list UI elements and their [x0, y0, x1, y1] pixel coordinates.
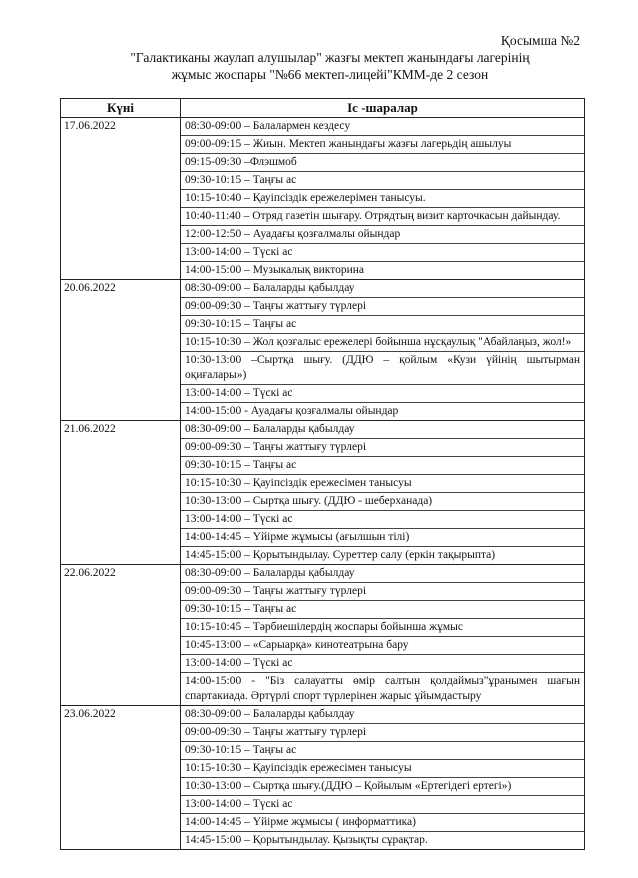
table-row	[61, 421, 585, 565]
activity-item: 14:00-14:45 – Үйірме жұмысы ( информаттика)	[181, 814, 584, 832]
table-row	[61, 118, 585, 280]
activity-item: 09:00-09:30 – Таңғы жаттығу түрлері	[181, 298, 584, 316]
activity-item: 09:30-10:15 – Таңғы ас	[181, 457, 584, 475]
schedule-table	[60, 98, 585, 850]
activity-item: 09:00-09:30 – Таңғы жаттығу түрлері	[181, 583, 584, 601]
activity-item: 08:30-09:00 – Балаларды қабылдау	[181, 280, 584, 298]
column-header-day: Күні	[61, 99, 181, 118]
appendix-label: Қосымша №2	[500, 33, 580, 48]
day-activities	[181, 565, 585, 706]
activity-item: 08:30-09:00 – Балаларды қабылдау	[181, 706, 584, 724]
activity-item: 13:00-14:00 – Түскі ас	[181, 655, 584, 673]
activity-item: 13:00-14:00 – Түскі ас	[181, 796, 584, 814]
schedule-body	[61, 118, 585, 850]
activity-item: 10:15-10:40 – Қауіпсіздік ережелерімен танысуы.	[181, 190, 584, 208]
day-date: 22.06.2022	[61, 565, 181, 706]
activity-item: 10:30-13:00 – Сыртқа шығу.(ДДЮ – Қойылым «Ертегідегі ертегі»)	[181, 778, 584, 796]
activity-item: 08:30-09:00 – Балалармен кездесу	[181, 118, 584, 136]
activity-item: 13:00-14:00 – Түскі ас	[181, 511, 584, 529]
activity-item: 09:30-10:15 – Таңғы ас	[181, 601, 584, 619]
table-row	[61, 280, 585, 421]
activity-item: 10:40-11:40 – Отряд газетін шығару. Отрядтың визит карточкасын дайындау.	[181, 208, 584, 226]
activity-item: 14:00-15:00 – Музыкалық викторина	[185, 264, 365, 276]
activity-item: 09:30-10:15 – Таңғы ас	[181, 172, 584, 190]
activity-item: 09:30-10:15 – Таңғы ас	[181, 742, 584, 760]
activity-item: 08:30-09:00 – Балаларды қабылдау	[181, 421, 584, 439]
day-activities	[181, 280, 585, 421]
activity-item: 10:15-10:30 – Қауіпсіздік ережесімен танысуы	[181, 475, 584, 493]
activity-item: 10:15-10:30 – Жол қозғалыс ережелері бойынша нұсқаулық "Абайлаңыз, жол!»	[181, 334, 584, 352]
activity-item: 13:00-14:00 – Түскі ас	[181, 385, 584, 403]
activity-item: 09:00-09:15 – Жиын. Мектеп жанындағы жазғы лагерьдің ашылуы	[181, 136, 584, 154]
day-date: 23.06.2022	[61, 706, 181, 850]
table-header-row	[61, 99, 585, 118]
activity-item: 14:45-15:00 – Қорытындылау. Қызықты сұрақтар.	[185, 834, 428, 846]
day-date: 17.06.2022	[61, 118, 181, 280]
day-date: 20.06.2022	[61, 280, 181, 421]
activity-item: 14:00-15:00 - Ауадағы қозғалмалы ойындар	[185, 405, 399, 417]
document-title	[60, 49, 600, 83]
activity-item: 10:30-13:00 – Сыртқа шығу. (ДДЮ - шеберханада)	[181, 493, 584, 511]
activity-item: 10:15-10:30 – Қауіпсіздік ережесімен танысуы	[181, 760, 584, 778]
activity-item: 10:45-13:00 – «Сарыарқа» кинотеатрына бару	[181, 637, 584, 655]
activity-item: 12:00-12:50 – Ауадағы қозғалмалы ойындар	[181, 226, 584, 244]
day-activities	[181, 118, 585, 280]
title-line-1: "Галактиканы жаулап алушылар" жазғы мектеп жанындағы лагерінің	[130, 50, 530, 65]
activity-item: 09:15-09:30 –Флэшмоб	[181, 154, 584, 172]
activity-item: 09:00-09:30 – Таңғы жаттығу түрлері	[181, 439, 584, 457]
activity-item: 10:30-13:00 –Сыртқа шығу. (ДДЮ – қойлым «Кузи үйінің шытырман оқиғалары»)	[181, 352, 584, 385]
activity-item: 14:00-15:00 - "Біз салауатты өмір салтын қолдаймыз"ұранымен шағын спартакиада. Әртүрлі спорт түрлерінен жарыс ұйымдастыру	[185, 675, 580, 702]
table-row	[61, 706, 585, 850]
activity-item: 09:00-09:30 – Таңғы жаттығу түрлері	[181, 724, 584, 742]
activity-item: 14:45-15:00 – Қорытындылау. Суреттер салу (еркін тақырыпта)	[185, 549, 496, 561]
activity-item: 14:00-14:45 – Үйірме жұмысы (ағылшын тілі)	[181, 529, 584, 547]
activity-item: 13:00-14:00 – Түскі ас	[181, 244, 584, 262]
column-header-events: Іс -шаралар	[181, 99, 585, 118]
activity-item: 08:30-09:00 – Балаларды қабылдау	[181, 565, 584, 583]
day-activities	[181, 706, 585, 850]
title-line-2: жұмыс жоспары "№66 мектеп-лицейі"КММ-де 2 сезон	[171, 67, 489, 82]
day-date: 21.06.2022	[61, 421, 181, 565]
activity-item: 10:15-10:45 – Тәрбиешілердің жоспары бойынша жұмыс	[181, 619, 584, 637]
day-activities	[181, 421, 585, 565]
activity-item: 09:30-10:15 – Таңғы ас	[181, 316, 584, 334]
table-row	[61, 565, 585, 706]
